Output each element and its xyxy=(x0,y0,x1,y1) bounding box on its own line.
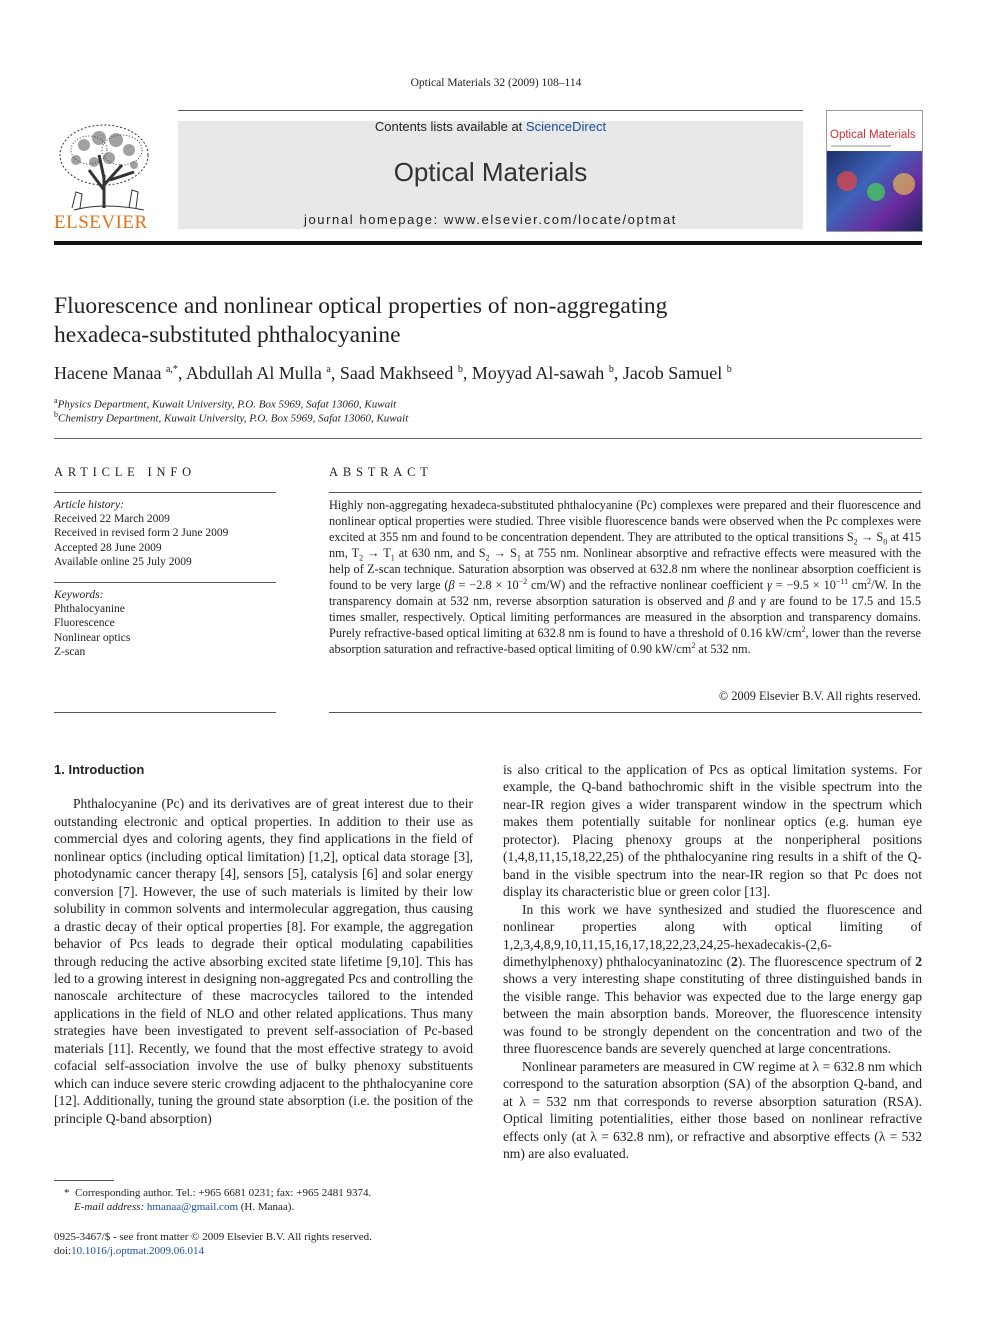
section-divider xyxy=(54,438,922,439)
contents-available-line xyxy=(178,119,803,134)
keyword: Phthalocyanine xyxy=(54,603,125,616)
info-rule xyxy=(54,712,276,713)
sciencedirect-link[interactable]: ScienceDirect xyxy=(525,119,607,134)
journal-citation: Optical Materials 32 (2009) 108–114 xyxy=(410,77,582,89)
footnote-rule xyxy=(54,1180,114,1181)
author[interactable]: Saad Makhseed xyxy=(339,363,454,383)
history-item: Received in revised form 2 June 2009 xyxy=(54,527,229,540)
keyword: Z-scan xyxy=(54,645,86,658)
history-item: Received 22 March 2009 xyxy=(54,513,170,526)
body-paragraph: Nonlinear parameters are measured in CW regime at λ = 632.8 nm which correspond to the saturation absorption (SA) of the absorption Q-band, and at λ = 532 nm that corresponds to reverse absorption saturation (RSA). Optical limiting potentialities, either those based on nonlinear refractive effects only (at λ = 632.8 nm), or refractive and absorptive effects (λ = 532 nm) are also evaluated. xyxy=(503,1058,922,1161)
title-line-1: Fluorescence and nonlinear optical properties of non-aggregating xyxy=(54,293,668,319)
elsevier-logo[interactable] xyxy=(54,120,164,232)
journal-name: Optical Materials xyxy=(393,157,588,187)
title-line-2: hexadeca-substituted phthalocyanine xyxy=(54,322,401,348)
issn-line: 0925-3467/$ - see front matter © 2009 Elsevier B.V. All rights reserved. xyxy=(54,1231,372,1243)
keyword: Fluorescence xyxy=(54,617,115,630)
affiliation-a: $^a$Physics Department, Kuwait University, P.O. Box 5969, Safat 13060, Kuwait xyxy=(54,396,397,411)
author-email-link[interactable]: hmanaa@gmail.com xyxy=(146,1201,238,1213)
body-column-right xyxy=(503,761,922,1162)
contents-prefix: Contents lists available at xyxy=(374,119,526,134)
abstract-copyright: © 2009 Elsevier B.V. All rights reserved. xyxy=(718,689,921,703)
article-history xyxy=(54,498,228,569)
doi-link[interactable]: 10.1016/j.optmat.2009.06.014 xyxy=(71,1245,205,1257)
body-column-left xyxy=(54,761,473,1127)
author-list: Hacene Manaa $^{a,*}$, Abdullah Al Mulla $^a$, Saad Makhseed $^b$, Moyyad Al-sawah $^b$, Jacob Samuel $^b$ xyxy=(54,363,732,383)
page-footer: 0925-3467/$ - see front matter © 2009 Elsevier B.V. All rights reserved. doi:10.1016/j.optmat.2009.06.014 xyxy=(54,1230,474,1258)
abstract-rule xyxy=(329,492,922,493)
journal-cover-thumbnail[interactable] xyxy=(826,110,923,232)
elsevier-wordmark: ELSEVIER xyxy=(54,212,148,233)
corresponding-author-footnote: * Corresponding author. Tel.: +965 6681 0231; fax: +965 2481 9374. E-mail address: hmanaa@gmail.com (H. Manaa). xyxy=(64,1187,372,1213)
author[interactable]: Hacene Manaa xyxy=(54,363,162,383)
article-title xyxy=(54,292,914,350)
keywords xyxy=(54,588,130,659)
header-bottom-rule xyxy=(54,241,922,245)
body-paragraph: Phthalocyanine (Pc) and its derivatives are of great interest due to their outstanding electronic and optical properties. In addition to their use as commercial dyes and coloring agents, they find applications in the field of nonlinear optics (including optical limitation) [1,2], optical data storage [3], photodynamic cancer therapy [4], sensors [5], catalysis [6] and solar energy conversion [7]. However, the use of such materials is limited by their low solubility in common solvents and intermolecular aggregation, thus causing a drastic decay of their optical properties [8]. For example, the aggregation behavior of Pcs leads to degrade their optical modulating capabilities through reducing the active absorbing excited state lifetime [9,10]. This has led to a growing interest in designing non-aggregated Pcs and controlling the nanoscale architecture of these macrocycles tailored to the intended applications in the field of NLO and other related applications. Thus many strategies have been investigated to prevent self-association of Pc-based materials [11]. Recently, we found that the most effective strategy to avoid cofacial self-association involve the use of bulky phenoxy substituents which can induce severe steric crowding adjacent to the phthalocyanine core [12]. Additionally, tuning the ground state absorption (i.e. the position of the principle Q-band absorption) xyxy=(54,796,473,1126)
section-heading: 1. Introduction xyxy=(54,762,145,777)
keywords-label: Keywords: xyxy=(54,589,104,601)
cover-title: Optical Materials xyxy=(830,129,916,141)
journal-homepage[interactable]: journal homepage: www.elsevier.com/locate/optmat xyxy=(303,212,678,227)
history-item: Available online 25 July 2009 xyxy=(54,555,192,568)
abstract-text: Highly non-aggregating hexadeca-substituted phthalocyanine (Pc) complexes were prepared and their fluorescence and nonlinear optical properties were studied. Three visible fluorescence bands were observed when the Pc complexes were excited at 355 nm and found to be concentration dependent. They are attributed to the optical transitions $S_2 \to S_0$ at 415 nm, $T_2 \to T_1$ at 630 nm, and $S_2 \to S_1$ at 755 nm. Nonlinear absorptive and refractive effects were measured with the help of Z-scan technique. Saturation absorption was observed at 632.8 nm where the nonlinear absorption coefficient is found to be very large ($\beta = -2.8 \times 10^{-2}$ cm/W) and the refractive nonlinear coefficient $\gamma = -9.5 \times 10^{-11}$ $cm^2/W$. In the transparency domain at 532 nm, reverse absorption saturation is observed and β and γ are found to be 17.5 and 15.5 times smaller, respectively. Optical limiting performances are measured in the absorption and transparency domains. Purely refractive-based optical limiting at 632.8 nm is found to have a threshold of 0.16 $kW/cm^2$, lower than the reverse absorption saturation and refractive-based optical limiting of 0.90 $kW/cm^2$ at 532 nm. xyxy=(329,498,922,656)
abstract-heading: ABSTRACT xyxy=(329,465,433,479)
history-item: Accepted 28 June 2009 xyxy=(54,541,162,554)
body-paragraph: In this work we have synthesized and studied the fluorescence and nonlinear properties along with optical limiting of 1,2,3,4,8,9,10,11,15,16,17,18,22,23,24,25-hexadecakis-(2,6-dimethylphenoxy) phthalocyaninatozinc (2). The fluorescence spectrum of 2 shows a very interesting shape constituting of three distinguished bands in the visible range. This behavior was expected due to the large energy gap between the main absorption bands. Moreover, the fluorescence intensity was found to be strongly dependent on the concentration and two of the three fluorescence bands are severely quenched at large concentrations. xyxy=(503,901,922,1057)
author[interactable]: Jacob Samuel xyxy=(622,363,723,383)
author[interactable]: Moyyad Al-sawah xyxy=(471,363,605,383)
header-top-rule xyxy=(178,110,803,111)
body-paragraph: is also critical to the application of Pcs as optical limitation systems. For example, the Q-band bathochromic shift in the visible spectrum into the near-IR region gives a wider transparent window in the spectrum which makes them potentially suitable for nonlinear optics (e.g. human eye protector). Placing phenoxy groups at the nonperipheral positions (1,4,8,11,15,18,22,25) of the phthalocyanine ring results in a shift of the Q-band in the visible spectrum into the near-IR region so that Pc does not display its characteristic blue or green color [13]. xyxy=(503,762,922,900)
keyword: Nonlinear optics xyxy=(54,631,131,644)
abstract-rule xyxy=(329,712,922,713)
history-label: Article history: xyxy=(54,499,124,511)
info-rule xyxy=(54,492,276,493)
article-info-heading: ARTICLE INFO xyxy=(54,465,196,479)
info-rule xyxy=(54,582,276,583)
author[interactable]: Abdullah Al Mulla xyxy=(185,363,322,383)
affiliation-b: $^b$Chemistry Department, Kuwait University, P.O. Box 5969, Safat 13060, Kuwait xyxy=(54,410,409,425)
